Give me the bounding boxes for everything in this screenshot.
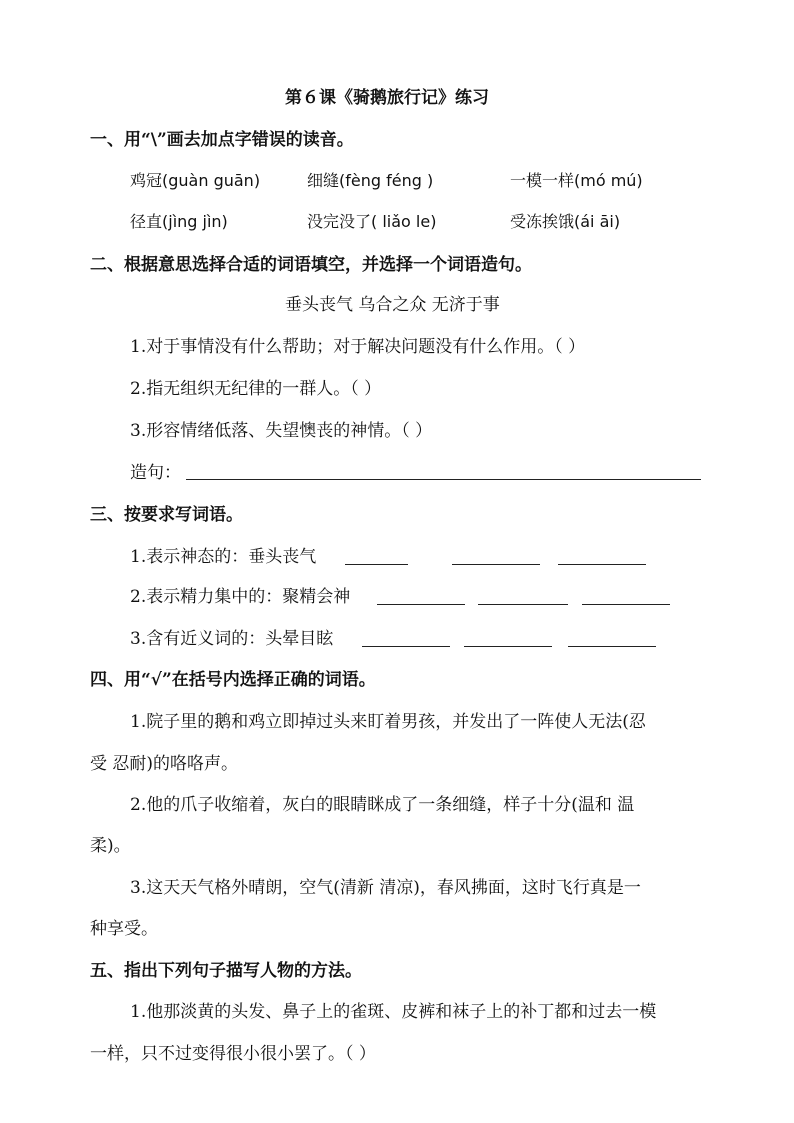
question-item-continued: 受 忍耐)的咯咯声。 (90, 754, 239, 774)
answer-blank[interactable] (582, 604, 670, 605)
answer-blank[interactable] (464, 646, 552, 647)
question-item: 3.形容情绪低落、失望懊丧的神情。（ ） (130, 421, 433, 441)
pinyin-item: 径直(jìng jìn) (130, 212, 228, 231)
question-item: 1.表示神态的：垂头丧气 (130, 547, 317, 567)
sentence-label: 造句： (130, 463, 181, 483)
pinyin-item: 没完没了( liǎo le) (307, 212, 437, 231)
question-item-continued: 一样，只不过变得很小很小罢了。（ ） (90, 1044, 376, 1064)
question-item-continued: 柔)。 (90, 836, 131, 856)
section-5-heading: 五、指出下列句子描写人物的方法。 (90, 961, 362, 981)
section-2-heading: 二、根据意思选择合适的词语填空，并选择一个词语造句。 (90, 255, 532, 275)
pinyin-item: 一模一样(mó mú) (510, 171, 643, 190)
sentence-answer-line[interactable] (186, 479, 701, 480)
section-3-heading: 三、按要求写词语。 (90, 505, 243, 525)
section-1-heading: 一、用“\”画去加点字错误的读音。 (90, 130, 354, 150)
pinyin-item: 细缝(fèng féng ) (307, 171, 434, 190)
question-item: 1.对于事情没有什么帮助；对于解决问题没有什么作用。（ ） (130, 337, 586, 357)
answer-blank[interactable] (558, 564, 646, 565)
section-4-heading: 四、用“√”在括号内选择正确的词语。 (90, 670, 376, 690)
answer-blank[interactable] (478, 604, 568, 605)
answer-blank[interactable] (345, 564, 408, 565)
pinyin-item: 鸡冠(guàn guān) (130, 171, 261, 190)
question-item-continued: 种享受。 (90, 919, 158, 939)
answer-blank[interactable] (362, 646, 450, 647)
question-item: 3.含有近义词的：头晕目眩 (130, 629, 334, 649)
question-item: 2.他的爪子收缩着，灰白的眼睛眯成了一条细缝，样子十分(温和 温 (130, 795, 635, 815)
question-item: 3.这天天气格外晴朗，空气(清新 清凉)，春风拂面，这时飞行真是一 (130, 878, 641, 898)
question-item: 1.他那淡黄的头发、鼻子上的雀斑、皮裤和袜子上的补丁都和过去一模 (130, 1002, 657, 1022)
question-item: 2.指无组织无纪律的一群人。（ ） (130, 379, 382, 399)
answer-blank[interactable] (377, 604, 465, 605)
word-bank: 垂头丧气 乌合之众 无济于事 (285, 295, 500, 315)
page-title: 第６课《骑鹅旅行记》练习 (285, 88, 489, 108)
question-item: 1.院子里的鹅和鸡立即掉过头来盯着男孩，并发出了一阵使人无法(忍 (130, 712, 646, 732)
answer-blank[interactable] (568, 646, 656, 647)
answer-blank[interactable] (452, 564, 540, 565)
pinyin-item: 受冻挨饿(ái āi) (510, 212, 621, 231)
question-item: 2.表示精力集中的：聚精会神 (130, 587, 351, 607)
